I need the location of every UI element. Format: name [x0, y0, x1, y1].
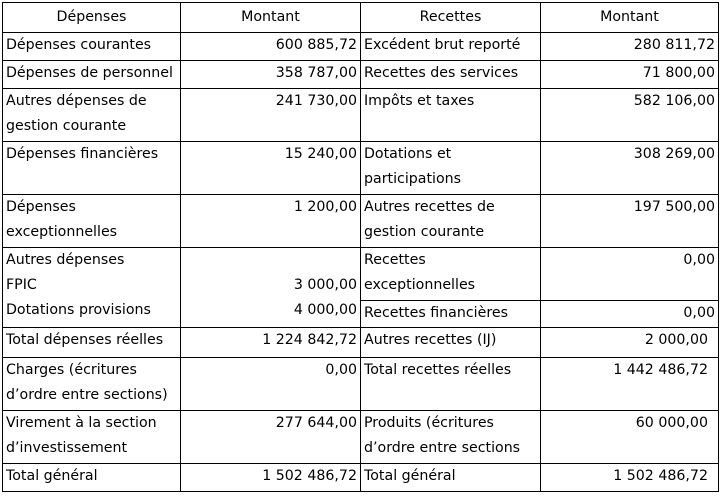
recette-label-line: Dotations et	[364, 146, 452, 162]
depense-label	[3, 464, 181, 492]
recette-label	[361, 248, 541, 301]
recette-label	[361, 33, 541, 61]
table-row	[3, 61, 719, 89]
depense-label-line: d’ordre entre sections)	[6, 387, 168, 403]
depense-amount: 277 644,00	[181, 411, 361, 464]
depense-label-line: d’investissement	[6, 440, 128, 456]
recette-label-line: participations	[364, 171, 462, 187]
depense-label	[3, 248, 181, 328]
depense-label	[3, 33, 181, 61]
recette-amount: 1 502 486,72	[541, 464, 719, 492]
recette-amount: 280 811,72	[541, 33, 719, 61]
depense-label-line: Total dépenses réelles	[6, 332, 164, 348]
recette-label	[361, 328, 541, 358]
recette-amount: 1 442 486,72	[541, 358, 719, 411]
table-row	[3, 248, 719, 301]
depense-label-line: Dépenses de personnel	[6, 65, 173, 81]
depense-label-line: Total général	[6, 468, 98, 484]
depense-amount: 0,00	[181, 358, 361, 411]
depense-label	[3, 411, 181, 464]
recette-label	[361, 464, 541, 492]
recette-label-line: exceptionnelles	[364, 277, 476, 293]
header-row	[3, 3, 719, 33]
depense-amount: 241 730,00	[181, 89, 361, 142]
recette-amount: 2 000,00	[541, 328, 719, 358]
table-row	[3, 195, 719, 248]
depense-label-line: Autres dépenses de	[6, 93, 147, 109]
recette-amount: 582 106,00	[541, 89, 719, 142]
recette-amount: 71 800,00	[541, 61, 719, 89]
depense-label	[3, 328, 181, 358]
recette-label	[361, 89, 541, 142]
depense-amount-line: 3 000,00	[293, 277, 357, 293]
depense-amount	[181, 248, 361, 328]
depense-label-line: Dépenses financières	[6, 146, 159, 162]
recette-label: Recettes financières	[361, 301, 541, 328]
recette-amount: 60 000,00	[541, 411, 719, 464]
header-depenses: Dépenses	[3, 3, 181, 33]
recette-label-line: Autres recettes (IJ)	[364, 332, 497, 348]
depense-label-line: Dépenses courantes	[6, 37, 152, 53]
budget-table	[2, 2, 719, 492]
depense-amount-line: 4 000,00	[293, 302, 357, 318]
recette-amount: 0,00	[541, 248, 719, 301]
recette-label-line: Impôts et taxes	[364, 93, 475, 109]
depense-label-line: gestion courante	[6, 118, 127, 134]
recette-amount: 197 500,00	[541, 195, 719, 248]
recette-amount: 308 269,00	[541, 142, 719, 195]
recette-label	[361, 61, 541, 89]
depense-label	[3, 195, 181, 248]
recette-label-line: Produits (écritures	[364, 415, 494, 431]
recette-label-line: d’ordre entre sections	[364, 440, 521, 456]
recette-label	[361, 195, 541, 248]
recette-label-line: Autres recettes de	[364, 199, 495, 215]
recette-label-line: Total général	[364, 468, 456, 484]
depense-label-line: FPIC	[6, 277, 37, 293]
recette-label-line: Recettes des services	[364, 65, 519, 81]
depense-label	[3, 61, 181, 89]
depense-label	[3, 358, 181, 411]
recette-label	[361, 358, 541, 411]
depense-amount: 1 502 486,72	[181, 464, 361, 492]
depense-amount: 1 200,00	[181, 195, 361, 248]
depense-label-line: Virement à la section	[6, 415, 157, 431]
table-row	[3, 142, 719, 195]
depense-amount: 358 787,00	[181, 61, 361, 89]
depense-label-line: Dotations provisions	[6, 302, 151, 318]
recette-label-line: Total recettes réelles	[364, 362, 512, 378]
depense-label	[3, 142, 181, 195]
depense-label-line: exceptionnelles	[6, 224, 118, 240]
recette-label-line: gestion courante	[364, 224, 485, 240]
depense-amount: 600 885,72	[181, 33, 361, 61]
recette-amount: 0,00	[541, 301, 719, 328]
table-row	[3, 33, 719, 61]
recette-label-line: Excédent brut reporté	[364, 37, 521, 53]
depense-amount: 1 224 842,72	[181, 328, 361, 358]
table-row	[3, 358, 719, 411]
table-row	[3, 411, 719, 464]
header-montant-recettes: Montant	[541, 3, 719, 33]
header-recettes: Recettes	[361, 3, 541, 33]
depense-amount: 15 240,00	[181, 142, 361, 195]
header-montant-depenses: Montant	[181, 3, 361, 33]
recette-label-line: Recettes	[364, 252, 426, 268]
depense-label-line: Charges (écritures	[6, 362, 137, 378]
table-row	[3, 328, 719, 358]
recette-label	[361, 142, 541, 195]
recette-label	[361, 411, 541, 464]
depense-label-line: Autres dépenses	[6, 252, 125, 268]
depense-label-line: Dépenses	[6, 199, 76, 215]
depense-label	[3, 89, 181, 142]
spacer-line	[184, 248, 357, 273]
table-row	[3, 464, 719, 492]
table-row	[3, 89, 719, 142]
